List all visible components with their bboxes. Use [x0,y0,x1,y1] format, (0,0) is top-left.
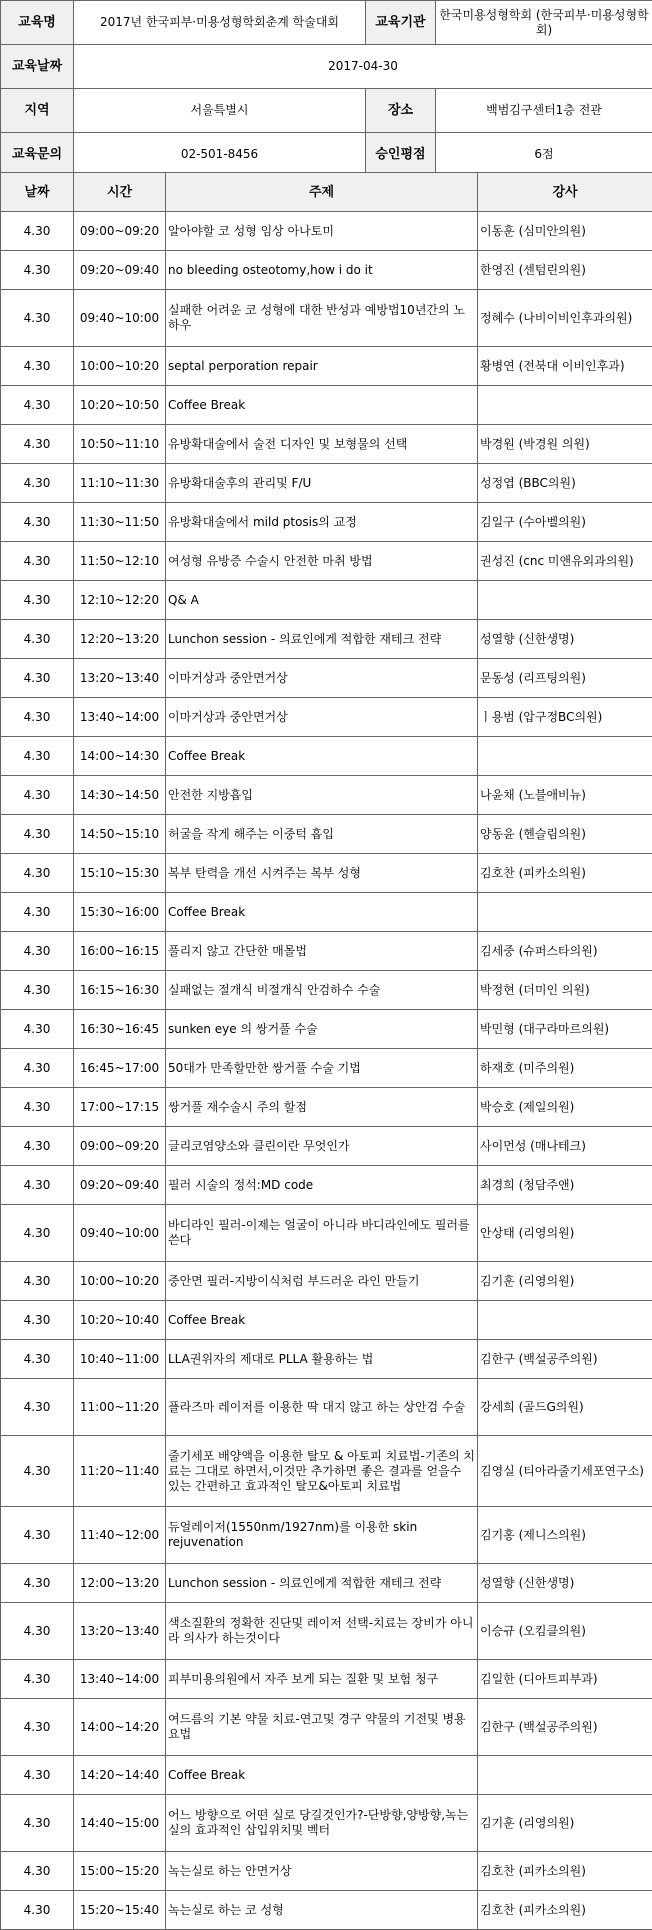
row-time: 11:40~12:00 [74,1507,166,1564]
row-speaker [478,1301,652,1340]
row-speaker: 김기홍 (제니스의원) [478,1507,652,1564]
table-row [1,1127,652,1166]
row-date: 4.30 [1,698,74,737]
row-speaker: 강세희 (골드G의원) [478,1379,652,1436]
row-date: 4.30 [1,1379,74,1436]
row-time: 09:20~09:40 [74,251,166,290]
row-topic: 글리코염양소와 클린이란 무엇인가 [166,1127,478,1166]
table-row [1,1564,652,1603]
row-time: 12:10~12:20 [74,581,166,620]
row-topic: 플라즈마 레이저를 이용한 딱 대지 않고 하는 상안검 수술 [166,1379,478,1436]
row-date: 4.30 [1,1166,74,1205]
row-date: 4.30 [1,932,74,971]
row-speaker: 황병연 (전북대 이비인후과) [478,347,652,386]
row-topic: Coffee Break [166,893,478,932]
row-topic: 여성형 유방증 수술시 안전한 마취 방법 [166,542,478,581]
row-topic: Q& A [166,581,478,620]
row-topic: 줄기세포 배양액을 이용한 탈모 & 아토피 치료법-기존의 치료는 그대로 하면서,이것만 추가하면 좋은 결과를 얻을수 있는 간편하고 효과적인 탈모&아토피 치료법 [166,1436,478,1507]
row-speaker [478,581,652,620]
row-time: 15:30~16:00 [74,893,166,932]
row-speaker: 김일구 (수아벨의원) [478,503,652,542]
row-time: 16:30~16:45 [74,1010,166,1049]
table-row [1,1891,652,1930]
row-topic: 허굴을 작게 해주는 이중턱 흡입 [166,815,478,854]
schedule-body [1,212,652,1930]
row-date: 4.30 [1,1852,74,1891]
header-speaker: 강사 [478,173,652,212]
row-date: 4.30 [1,1340,74,1379]
row-topic: 이마거상과 중안면거상 [166,659,478,698]
row-topic: no bleeding osteotomy,how i do it [166,251,478,290]
row-time: 14:00~14:30 [74,737,166,776]
table-row [1,1603,652,1660]
table-row [1,1088,652,1127]
row-date: 4.30 [1,1301,74,1340]
row-time: 16:45~17:00 [74,1049,166,1088]
row-date: 4.30 [1,1795,74,1852]
row-topic: 필러 시술의 정석:MD code [166,1166,478,1205]
schedule-header-row [1,173,652,212]
row-topic: 쌍거풀 재수술시 주의 할점 [166,1088,478,1127]
table-row [1,737,652,776]
row-date: 4.30 [1,620,74,659]
row-time: 14:40~15:00 [74,1795,166,1852]
place-value: 백범김구센터1층 전관 [436,89,652,133]
row-time: 14:30~14:50 [74,776,166,815]
row-topic: 여드름의 기본 약물 치료-연고및 경구 약물의 기전및 병용요법 [166,1699,478,1756]
table-row [1,581,652,620]
row-date: 4.30 [1,581,74,620]
table-row [1,1795,652,1852]
table-row [1,1301,652,1340]
contact-value: 02-501-8456 [74,133,366,177]
table-row [1,1166,652,1205]
row-topic: 색소질환의 정확한 진단및 레이저 선택-치료는 장비가 아니라 의사가 하는것이다 [166,1603,478,1660]
row-speaker: 박정현 (더미인 의원) [478,971,652,1010]
row-date: 4.30 [1,1756,74,1795]
row-date: 4.30 [1,1660,74,1699]
row-speaker: 나윤채 (노블애비뉴) [478,776,652,815]
row-speaker [478,386,652,425]
row-topic: 어느 방향으로 어떤 실로 당길것인가?-단방향,양방향,녹는실의 효과적인 삽입위치및 벡터 [166,1795,478,1852]
row-date: 4.30 [1,464,74,503]
row-topic: 유방확대술후의 관리및 F/U [166,464,478,503]
row-speaker: 김세중 (슈퍼스타의원) [478,932,652,971]
row-date: 4.30 [1,212,74,251]
row-speaker: 성열향 (신한생명) [478,620,652,659]
table-row [1,425,652,464]
row-time: 11:00~11:20 [74,1379,166,1436]
row-date: 4.30 [1,1699,74,1756]
contact-label: 교육문의 [1,133,74,177]
row-speaker: 박경원 (박경원 의원) [478,425,652,464]
row-date: 4.30 [1,290,74,347]
table-row [1,542,652,581]
table-row [1,1262,652,1301]
row-speaker: 김기훈 (리영의원) [478,1795,652,1852]
row-speaker: 사이먼성 (매나테크) [478,1127,652,1166]
row-speaker: 김한구 (백설공주의원) [478,1699,652,1756]
row-date: 4.30 [1,1262,74,1301]
row-time: 10:20~10:40 [74,1301,166,1340]
table-row [1,620,652,659]
row-topic: Coffee Break [166,737,478,776]
row-time: 10:50~11:10 [74,425,166,464]
row-speaker [478,893,652,932]
row-date: 4.30 [1,1603,74,1660]
row-time: 11:10~11:30 [74,464,166,503]
row-speaker: 박민형 (대구라마르의원) [478,1010,652,1049]
row-topic: 듀얼레이저(1550nm/1927nm)를 이용한 skin rejuvenation [166,1507,478,1564]
row-speaker: 김기훈 (리영의원) [478,1262,652,1301]
table-row [1,854,652,893]
organization-value: 한국미용성형학회 (한국피부·미용성형학회) [436,1,652,45]
row-time: 10:00~10:20 [74,1262,166,1301]
row-date: 4.30 [1,893,74,932]
header-date: 날짜 [1,173,74,212]
row-topic: 유방확대술에서 술전 디자인 및 보형물의 선택 [166,425,478,464]
table-row [1,659,652,698]
table-row [1,776,652,815]
header-time: 시간 [74,173,166,212]
row-topic: septal perporation repair [166,347,478,386]
row-time: 14:50~15:10 [74,815,166,854]
table-row [1,1436,652,1507]
row-time: 15:00~15:20 [74,1852,166,1891]
table-row [1,1049,652,1088]
row-topic: 녹는실로 하는 안면거상 [166,1852,478,1891]
row-speaker: 하재호 (미주의원) [478,1049,652,1088]
table-row [1,1756,652,1795]
row-topic: Coffee Break [166,386,478,425]
row-time: 14:00~14:20 [74,1699,166,1756]
row-date: 4.30 [1,815,74,854]
row-speaker: 양동윤 (헨슬림의원) [478,815,652,854]
credit-label: 승인평점 [366,133,436,177]
region-value: 서울특별시 [74,89,366,133]
table-row [1,251,652,290]
table-row [1,815,652,854]
row-date: 4.30 [1,1507,74,1564]
row-date: 4.30 [1,503,74,542]
table-row [1,1660,652,1699]
table-row [1,1379,652,1436]
row-speaker: 최경희 (청담주앤) [478,1166,652,1205]
row-date: 4.30 [1,971,74,1010]
row-topic: 안전한 지방흡입 [166,776,478,815]
table-row [1,347,652,386]
table-row [1,1010,652,1049]
row-time: 11:50~12:10 [74,542,166,581]
row-time: 12:00~13:20 [74,1564,166,1603]
table-row [1,464,652,503]
row-date: 4.30 [1,1049,74,1088]
row-date: 4.30 [1,542,74,581]
row-speaker: 김영실 (티아라줄기세포연구소) [478,1436,652,1507]
date-value: 2017-04-30 [74,45,652,89]
row-time: 15:20~15:40 [74,1891,166,1930]
row-date: 4.30 [1,776,74,815]
row-date: 4.30 [1,386,74,425]
row-date: 4.30 [1,1088,74,1127]
table-row [1,1340,652,1379]
row-speaker: 안상태 (리영의원) [478,1205,652,1262]
row-time: 14:20~14:40 [74,1756,166,1795]
row-speaker: 이동훈 (심미안의원) [478,212,652,251]
row-speaker: 박승호 (제일의원) [478,1088,652,1127]
row-topic: 50대가 만족할만한 쌍거풀 수술 기법 [166,1049,478,1088]
row-time: 16:15~16:30 [74,971,166,1010]
row-time: 10:00~10:20 [74,347,166,386]
row-speaker: 김호찬 (피카소의원) [478,1852,652,1891]
row-date: 4.30 [1,1127,74,1166]
row-topic: 실패없는 절개식 비절개식 안검하수 수술 [166,971,478,1010]
table-row [1,893,652,932]
row-speaker: 정혜수 (나비이비인후과의원) [478,290,652,347]
row-speaker [478,1756,652,1795]
row-time: 11:20~11:40 [74,1436,166,1507]
header-topic: 주제 [166,173,478,212]
table-row [1,212,652,251]
row-time: 13:20~13:40 [74,659,166,698]
row-topic: Lunchon session - 의료인에게 적합한 재테크 전략 [166,620,478,659]
row-time: 17:00~17:15 [74,1088,166,1127]
row-topic: 유방확대술에서 mild ptosis의 교정 [166,503,478,542]
table-row [1,971,652,1010]
row-date: 4.30 [1,251,74,290]
row-speaker: 성정엽 (BBC의원) [478,464,652,503]
row-speaker: 이승규 (오킴클의원) [478,1603,652,1660]
table-row [1,698,652,737]
row-time: 16:00~16:15 [74,932,166,971]
table-row [1,290,652,347]
row-topic: 실패한 어려운 코 성형에 대한 반성과 예방법10년간의 노하우 [166,290,478,347]
row-topic: LLA권위자의 제대로 PLLA 활용하는 법 [166,1340,478,1379]
date-label: 교육날짜 [1,45,74,89]
row-speaker: 김호찬 (피카소의원) [478,854,652,893]
row-topic: 바디라인 필러-이제는 얼굴이 아니라 바디라인에도 필러를 쓴다 [166,1205,478,1262]
row-time: 09:00~09:20 [74,212,166,251]
row-topic: Lunchon session - 의료인에게 적합한 재테크 전략 [166,1564,478,1603]
table-row [1,386,652,425]
row-topic: Coffee Break [166,1756,478,1795]
row-time: 13:20~13:40 [74,1603,166,1660]
row-speaker [478,737,652,776]
row-date: 4.30 [1,1010,74,1049]
table-row [1,503,652,542]
schedule-table [0,172,652,1930]
row-speaker: 문동성 (리프팅의원) [478,659,652,698]
row-speaker: 성열향 (신한생명) [478,1564,652,1603]
row-date: 4.30 [1,1891,74,1930]
table-row [1,932,652,971]
table-row [1,1852,652,1891]
row-date: 4.30 [1,737,74,776]
row-topic: sunken eye 의 쌍거풀 수술 [166,1010,478,1049]
organization-label: 교육기관 [366,1,436,45]
row-speaker: 김한구 (백설공주의원) [478,1340,652,1379]
row-date: 4.30 [1,347,74,386]
course-name-label: 교육명 [1,1,74,45]
row-time: 10:20~10:50 [74,386,166,425]
table-row [1,1205,652,1262]
place-label: 장소 [366,89,436,133]
region-label: 지역 [1,89,74,133]
row-time: 09:00~09:20 [74,1127,166,1166]
credit-value: 6점 [436,133,652,177]
row-topic: Coffee Break [166,1301,478,1340]
row-time: 09:20~09:40 [74,1166,166,1205]
row-topic: 풀리지 않고 간단한 매몰법 [166,932,478,971]
course-name-value: 2017년 한국피부·미용성형학회춘계 학술대회 [74,1,366,45]
row-time: 11:30~11:50 [74,503,166,542]
row-topic: 피부미용의원에서 자주 보게 되는 질환 및 보험 청구 [166,1660,478,1699]
row-date: 4.30 [1,1436,74,1507]
row-topic: 녹는실로 하는 코 성형 [166,1891,478,1930]
table-row [1,1507,652,1564]
row-date: 4.30 [1,659,74,698]
row-time: 13:40~14:00 [74,1660,166,1699]
table-row [1,1699,652,1756]
row-date: 4.30 [1,854,74,893]
row-topic: 중안면 필러-지방이식처럼 부드러운 라인 만들기 [166,1262,478,1301]
row-time: 12:20~13:20 [74,620,166,659]
row-time: 13:40~14:00 [74,698,166,737]
row-speaker: 권성진 (cnc 미앤유외과의원) [478,542,652,581]
row-date: 4.30 [1,425,74,464]
row-date: 4.30 [1,1564,74,1603]
row-speaker: 김일한 (디아트피부과) [478,1660,652,1699]
row-topic: 이마거상과 중안면거상 [166,698,478,737]
row-topic: 알아야할 코 성형 임상 아나토미 [166,212,478,251]
row-speaker: ㅣ용범 (압구정BC의원) [478,698,652,737]
row-time: 15:10~15:30 [74,854,166,893]
row-speaker: 김호찬 (피카소의원) [478,1891,652,1930]
course-info-table [0,0,652,177]
row-time: 09:40~10:00 [74,1205,166,1262]
row-topic: 복부 탄력을 개선 시켜주는 복부 성형 [166,854,478,893]
row-time: 10:40~11:00 [74,1340,166,1379]
row-speaker: 한영진 (센텀린의원) [478,251,652,290]
row-date: 4.30 [1,1205,74,1262]
row-time: 09:40~10:00 [74,290,166,347]
